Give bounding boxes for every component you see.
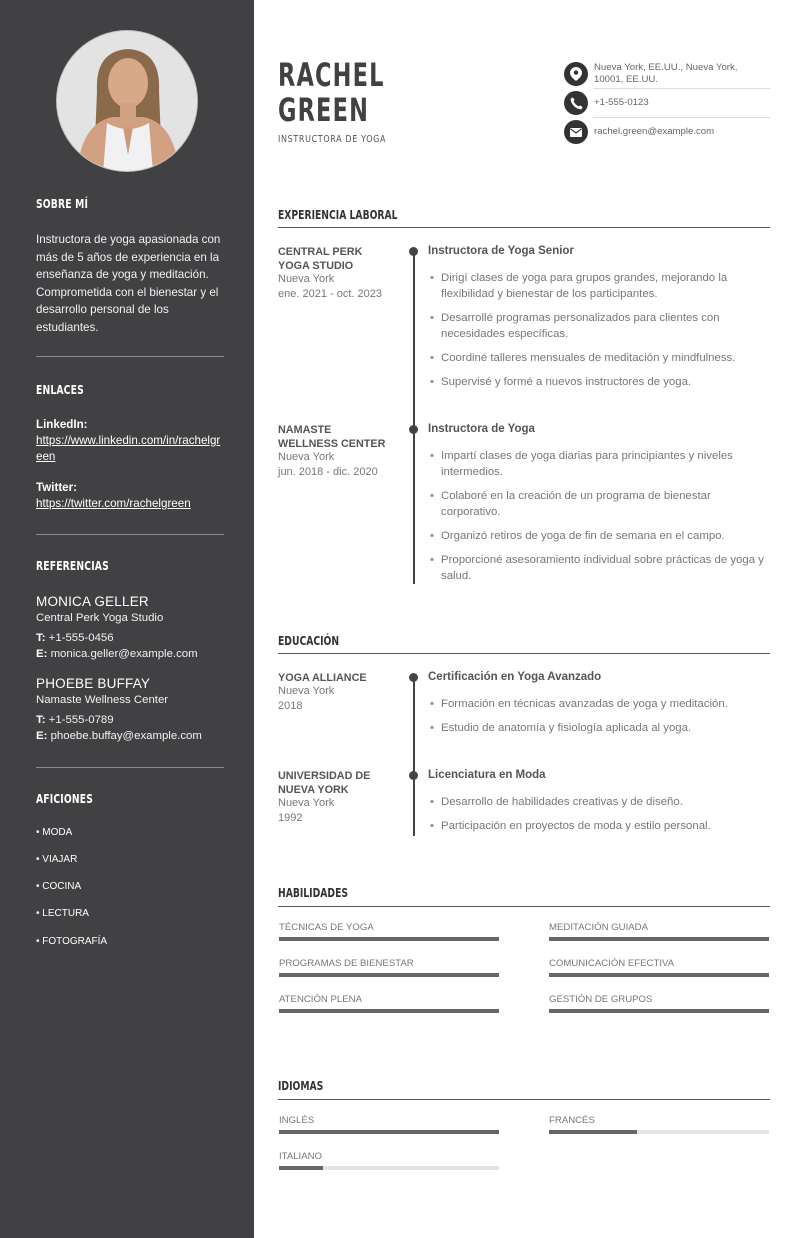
reference-name: MONICA GELLER <box>36 594 149 609</box>
hobby-item: • COCINA <box>36 881 82 892</box>
reference-company: Central Perk Yoga Studio <box>36 612 164 624</box>
timeline-line <box>413 252 415 584</box>
job-bullet: • Dirigí clases de yoga para grupos grandes, mejorando la flexibilidad y bienestar de los participantes. <box>430 270 770 302</box>
institution: YOGA ALLIANCE <box>278 672 367 684</box>
education-bullet: • Participación en proyectos de moda y estilo personal. <box>430 818 770 834</box>
sidebar <box>0 0 254 1238</box>
address-line: 10001, EE.UU. <box>594 74 658 85</box>
phone-value: +1-555-0789 <box>48 714 114 726</box>
skill-bar-fill <box>549 973 769 977</box>
language-bar-fill <box>549 1130 637 1134</box>
timeline-dot <box>409 771 418 780</box>
skill-name: ATENCIÓN PLENA <box>279 994 362 1005</box>
section-divider <box>278 653 770 654</box>
envelope-icon <box>564 120 588 144</box>
job-bullet: • Organizó retiros de yoga de fin de semana en el campo. <box>430 528 770 544</box>
phone-text: +1-555-0123 <box>594 97 649 108</box>
job-bullet: • Desarrollé programas personalizados para clientes con necesidades específicas. <box>430 310 770 342</box>
section-divider <box>278 1099 770 1100</box>
reference-phone <box>36 632 114 644</box>
job-dates: ene. 2021 - oct. 2023 <box>278 288 382 300</box>
skill-bar <box>549 937 769 941</box>
phone-icon <box>564 91 588 115</box>
timeline-dot <box>409 673 418 682</box>
hobby-item: • FOTOGRAFÍA <box>36 936 108 947</box>
job-role: Instructora de Yoga <box>428 423 535 435</box>
contact-email <box>564 120 770 144</box>
timeline-line <box>413 678 415 836</box>
education-location: Nueva York <box>278 685 335 697</box>
skill-bar-fill <box>279 1009 499 1013</box>
phone-label: T: <box>36 632 46 644</box>
twitter-link[interactable]: https://twitter.com/rachelgreen <box>36 497 191 510</box>
first-name: RACHEL <box>278 56 385 94</box>
hobby-item: • LECTURA <box>36 908 89 919</box>
timeline-dot <box>409 247 418 256</box>
skill-bar <box>549 1009 769 1013</box>
employer-line: WELLNESS CENTER <box>278 438 386 450</box>
hobbies-title: AFICIONES <box>36 791 94 806</box>
email-value: phoebe.buffay@example.com <box>50 730 202 742</box>
last-name: GREEN <box>278 91 370 129</box>
job-role: Instructora de Yoga Senior <box>428 245 574 257</box>
contact-divider <box>593 117 770 118</box>
language-name: FRANCÉS <box>549 1115 595 1126</box>
location-pin-icon <box>564 62 588 86</box>
employer-line: NAMASTE <box>278 424 332 436</box>
language-name: ITALIANO <box>279 1151 323 1162</box>
education-bullet: • Formación en técnicas avanzadas de yoga y meditación. <box>430 696 770 712</box>
skill-name: MEDITACIÓN GUIADA <box>549 922 648 933</box>
email-value: monica.geller@example.com <box>50 648 198 660</box>
skill-bar <box>549 973 769 977</box>
language-bar <box>279 1166 499 1170</box>
employer-line: CENTRAL PERK <box>278 246 363 258</box>
hobby-item: • VIAJAR <box>36 854 78 865</box>
linkedin-link[interactable]: https://www.linkedin.com/in/rachelgreen <box>36 434 221 463</box>
reference-email <box>36 730 202 742</box>
twitter-label: Twitter: <box>36 481 78 494</box>
full-name <box>278 58 385 128</box>
education-title: EDUCACIÓN <box>278 633 340 648</box>
reference-company: Namaste Wellness Center <box>36 694 169 706</box>
job-bullet: • Colaboré en la creación de un programa de bienestar corporativo. <box>430 488 770 520</box>
languages-title: IDIOMAS <box>278 1078 324 1093</box>
skills-title: HABILIDADES <box>278 885 349 900</box>
education-bullet: • Estudio de anatomía y fisiología aplicada al yoga. <box>430 720 770 736</box>
skill-bar <box>279 1009 499 1013</box>
degree: Certificación en Yoga Avanzado <box>428 671 602 683</box>
language-name: INGLÉS <box>279 1115 315 1126</box>
job-location: Nueva York <box>278 451 335 463</box>
skill-bar-fill <box>549 1009 769 1013</box>
divider <box>36 356 224 357</box>
employer <box>278 245 398 273</box>
job-title: INSTRUCTORA DE YOGA <box>278 134 387 145</box>
phone-value: +1-555-0456 <box>48 632 114 644</box>
about-title: SOBRE MÍ <box>36 196 89 211</box>
email-label: E: <box>36 648 48 660</box>
contact-address <box>564 62 770 86</box>
job-dates: jun. 2018 - dic. 2020 <box>278 466 378 478</box>
skill-name: TÉCNICAS DE YOGA <box>279 922 374 933</box>
education-location: Nueva York <box>278 797 335 809</box>
institution <box>278 769 398 797</box>
section-divider <box>278 227 770 228</box>
profile-photo <box>56 30 198 172</box>
divider <box>36 767 224 768</box>
employer <box>278 423 398 451</box>
reference-email <box>36 648 198 660</box>
education-bullet: • Desarrollo de habilidades creativas y de diseño. <box>430 794 770 810</box>
language-bar-fill <box>279 1130 499 1134</box>
job-bullet: • Impartí clases de yoga diarias para principiantes y niveles intermedios. <box>430 448 770 480</box>
experience-title: EXPERIENCIA LABORAL <box>278 207 398 222</box>
about-text: Instructora de yoga apasionada con más de 5 años de experiencia en la enseñanza de yoga y meditación. Comprometida con el bienestar y el desarrollo personal de los estudiantes. <box>36 233 221 334</box>
links-title: ENLACES <box>36 382 84 397</box>
institution-line: UNIVERSIDAD DE <box>278 770 371 782</box>
language-bar <box>279 1130 499 1134</box>
contact-divider <box>593 88 770 89</box>
skill-bar-fill <box>279 937 499 941</box>
institution-line: NUEVA YORK <box>278 784 349 796</box>
references-title: REFERENCIAS <box>36 558 109 573</box>
degree: Licenciatura en Moda <box>428 769 546 781</box>
hobby-item: • MODA <box>36 827 73 838</box>
language-bar-fill <box>279 1166 323 1170</box>
job-bullet: • Supervisé y formé a nuevos instructores de yoga. <box>430 374 770 390</box>
education-year: 1992 <box>278 812 303 824</box>
linkedin-label: LinkedIn: <box>36 418 88 431</box>
phone-label: T: <box>36 714 46 726</box>
contact-phone <box>564 91 770 115</box>
skill-bar-fill <box>549 937 769 941</box>
email-label: E: <box>36 730 48 742</box>
skill-name: PROGRAMAS DE BIENESTAR <box>279 958 414 969</box>
address-line: Nueva York, EE.UU., Nueva York, <box>594 62 738 73</box>
skill-bar <box>279 937 499 941</box>
job-bullet: • Coordiné talleres mensuales de meditación y mindfulness. <box>430 350 770 366</box>
skill-bar <box>279 973 499 977</box>
reference-name: PHOEBE BUFFAY <box>36 676 151 691</box>
education-year: 2018 <box>278 700 303 712</box>
email-text[interactable]: rachel.green@example.com <box>594 126 715 137</box>
divider <box>36 534 224 535</box>
skill-bar-fill <box>279 973 499 977</box>
skill-name: GESTIÓN DE GRUPOS <box>549 994 653 1005</box>
job-location: Nueva York <box>278 273 335 285</box>
skill-name: COMUNICACIÓN EFECTIVA <box>549 958 675 969</box>
section-divider <box>278 906 770 907</box>
employer-line: YOGA STUDIO <box>278 260 354 272</box>
job-bullet: • Proporcioné asesoramiento individual sobre prácticas de yoga y salud. <box>430 552 770 584</box>
timeline-dot <box>409 425 418 434</box>
language-bar <box>549 1130 769 1134</box>
reference-phone <box>36 714 114 726</box>
